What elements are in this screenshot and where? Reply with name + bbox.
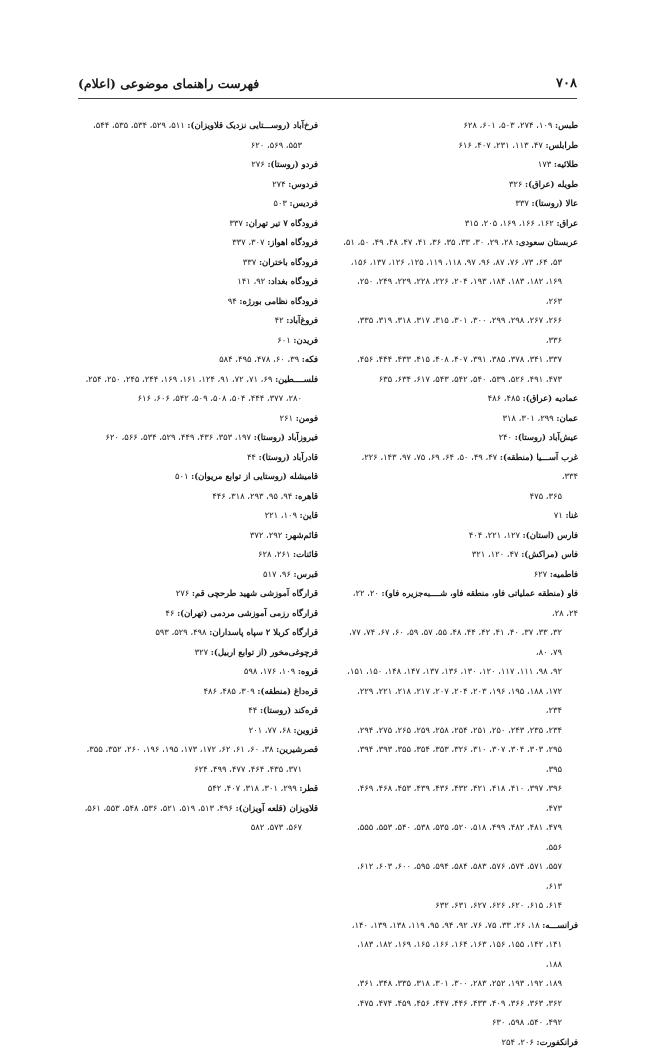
page-references: ۷۱ — [554, 510, 566, 520]
index-entry-continuation: ۲۶۶، ۲۶۷، ۲۹۸، ۲۹۹، ۳۰۰، ۳۰۱، ۳۱۵، ۳۱۷، ۳۱۸، ۳۱۹، ۳۳۵، ۳۳۶، — [343, 311, 578, 350]
index-entry — [343, 389, 578, 409]
index-term: فرودگاه ۷ تیر تهران: — [246, 218, 318, 228]
index-entry — [78, 370, 318, 390]
index-entry — [78, 350, 318, 370]
index-term: قرارگاه آموزشی شهید طرحچی قم: — [192, 588, 318, 598]
index-entry-continuation: ۹۲، ۹۸، ۱۱۱، ۱۱۷، ۱۲۰، ۱۳۰، ۱۳۶، ۱۳۷، ۱۴۷، ۱۴۸، ۱۵۰، ۱۵۱، — [343, 662, 578, 682]
index-entry-continuation: ۱۶۹، ۱۸۲، ۱۸۳، ۱۸۴، ۱۹۳، ۲۰۴، ۲۲۶، ۲۲۸، ۲۲۹، ۲۴۹، ۲۵۰، ۲۶۳، — [343, 272, 578, 311]
index-entry — [78, 740, 318, 760]
page-references: ۳۹، ۶۰، ۴۷۸، ۴۹۵، ۵۸۴ — [219, 354, 302, 364]
page-references: ۳۰۷، ۳۳۷ — [232, 237, 267, 247]
index-term: قلاویزان (قلعه آویزان): — [236, 803, 318, 813]
index-term: قره‌داغ (منطقه): — [257, 686, 318, 696]
page-references: ۱۷۳ — [538, 159, 554, 169]
running-title: فهرست راهنمای موضوعی (اعلام) — [78, 76, 259, 91]
page-references: ۲۹۲، ۳۷۲ — [250, 530, 285, 540]
index-entry-continuation: ۵۵۷، ۵۷۱، ۵۷۴، ۵۷۶، ۵۸۳، ۵۸۴، ۵۹۴، ۵۹۵، ۶۰۰، ۶۰۳، ۶۱۲، ۶۱۳، — [343, 857, 578, 896]
index-term: فرانکفورت: — [537, 1037, 579, 1047]
index-entry-continuation: ۶۱۴، ۶۱۵، ۶۲۰، ۶۲۶، ۶۲۷، ۶۳۱، ۶۳۲ — [343, 896, 578, 916]
page-references: ۴۶ — [165, 608, 177, 618]
index-entry-continuation: ۵۵۳، ۵۶۹، ۶۲۰ — [78, 136, 318, 156]
index-term: فرودگاه باختران: — [259, 257, 318, 267]
index-entry — [343, 916, 578, 936]
index-entry — [343, 448, 578, 487]
index-entry — [78, 643, 318, 663]
page-references: ۱۰۹، ۲۲۱ — [265, 510, 300, 520]
page-references: ۳۰۹، ۴۸۵، ۴۸۶ — [203, 686, 257, 696]
index-term: فرانســـه: — [542, 920, 578, 930]
index-entry — [78, 682, 318, 702]
index-entry — [78, 584, 318, 604]
index-entry — [78, 506, 318, 526]
index-entry — [78, 662, 318, 682]
page-references: ۴۹۶، ۵۱۳، ۵۱۹، ۵۲۱، ۵۳۶، ۵۴۸، ۵۵۳، ۵۶۱، — [85, 803, 236, 813]
page-references: ۴۲ — [275, 315, 287, 325]
page-references: ۲۴۰ — [499, 432, 515, 442]
page-references: ۲۸، ۲۹، ۳۰، ۳۳، ۳۵، ۳۶، ۴۱، ۴۷، ۴۸، ۴۹، ۵۰، ۵۱، — [343, 237, 516, 247]
index-entry-continuation: ۴۷۹، ۴۸۱، ۴۸۲، ۴۹۹، ۵۱۸، ۵۲۰، ۵۳۵، ۵۳۸، ۵۴۰، ۵۵۳، ۵۵۵، ۵۵۶، — [343, 818, 578, 857]
index-term: فومن: — [296, 413, 318, 423]
index-term: قره‌کند (روستا): — [260, 705, 318, 715]
index-term: قادرآباد (روستا): — [259, 452, 318, 462]
index-term: قرارگاه رزمی آموزشی مردمی (تهران): — [177, 608, 318, 618]
index-term: عربستان سعودی: — [516, 237, 578, 247]
page-references: ۲۰۶، ۲۵۴ — [501, 1037, 536, 1047]
index-entry — [78, 487, 318, 507]
index-term: فرودگاه نظامی بورژه: — [239, 296, 318, 306]
index-term: قاهره: — [295, 491, 318, 501]
page-references: ۴۷، ۱۲۰، ۳۲۱ — [472, 549, 521, 559]
index-term: عمان: — [556, 413, 578, 423]
index-entry — [78, 233, 318, 253]
index-term: قامیشله (روستایی از توابع مریوان): — [191, 471, 318, 481]
page-references: ۶۹، ۷۱، ۷۲، ۹۱، ۱۲۴، ۱۶۱، ۱۶۹، ۲۴۴، ۲۴۵، ۲۵۰، ۲۵۴، — [85, 374, 275, 384]
page-references: ۳۳۷ — [515, 198, 531, 208]
index-column-right — [343, 116, 578, 1052]
page-references: ۶۸، ۷۷، ۲۰۱ — [249, 725, 294, 735]
index-entry — [78, 292, 318, 312]
index-entry-continuation: ۱۷۲، ۱۸۸، ۱۹۵، ۱۹۶، ۲۰۳، ۲۰۴، ۲۰۷، ۲۱۷، ۲۱۸، ۲۲۱، ۲۲۹، ۲۳۴، — [343, 682, 578, 721]
index-entry-continuation: ۵۳، ۶۴، ۷۳، ۷۶، ۸۷، ۹۶، ۹۷، ۱۱۸، ۱۱۹، ۱۲۵، ۱۲۶، ۱۳۷، ۱۵۶، — [343, 253, 578, 273]
header-divider — [78, 98, 577, 99]
index-term: فکه: — [302, 354, 318, 364]
index-entry — [78, 701, 318, 721]
index-term: قبرس: — [294, 569, 318, 579]
index-entry — [343, 233, 578, 253]
index-entry — [78, 272, 318, 292]
index-entry — [78, 799, 318, 819]
index-term: قاین: — [300, 510, 318, 520]
index-term: عمادیه (عراق): — [523, 393, 578, 403]
page-references: ۶۲۷ — [534, 569, 550, 579]
page-references: ۴۸۵، ۴۸۶ — [488, 393, 523, 403]
index-entry-continuation: ۵۶۷، ۵۷۳، ۵۸۲ — [78, 818, 318, 838]
index-entry — [343, 136, 578, 156]
index-entry — [343, 565, 578, 585]
page-references: ۱۰۹، ۱۷۶، ۵۹۸ — [244, 666, 298, 676]
page-header — [78, 72, 577, 98]
page-references: ۹۶، ۵۱۷ — [263, 569, 294, 579]
index-column-left — [78, 116, 318, 838]
page-references: ۱۶۲، ۱۶۶، ۱۶۹، ۲۰۵، ۳۱۵ — [465, 218, 557, 228]
page-references: ۳۸، ۶۰، ۶۱، ۶۲، ۱۷۲، ۱۷۳، ۱۹۵، ۱۹۶، ۲۶۰، ۳۵۲، ۳۵۵، — [87, 744, 277, 754]
page-references: ۵۰۳ — [273, 198, 289, 208]
index-entry — [343, 526, 578, 546]
index-term: طویله (عراق): — [525, 179, 578, 189]
page-references: ۲۶۱ — [280, 413, 296, 423]
page-references: ۴۴ — [248, 705, 260, 715]
page-references: ۱۸، ۲۶، ۳۳، ۷۵، ۷۶، ۹۲، ۹۴، ۹۵، ۱۱۹، ۱۳۸، ۱۳۹، ۱۴۰، — [352, 920, 543, 930]
page-references: ۱۹۷، ۳۵۳، ۴۳۶، ۴۴۹، ۵۲۹، ۵۳۴، ۵۶۶، ۶۲۰ — [105, 432, 253, 442]
index-entry — [78, 467, 318, 487]
index-entry — [343, 1033, 578, 1052]
index-entry — [343, 194, 578, 214]
index-entry-continuation: ۱۸۹، ۱۹۲، ۱۹۳، ۲۵۲، ۲۸۳، ۳۰۰، ۳۰۱، ۳۱۸، ۳۳۵، ۳۴۸، ۳۶۱، — [343, 974, 578, 994]
index-term: طرابلس: — [546, 140, 579, 150]
page-references: ۲۹۹، ۳۰۱، ۳۱۸، ۴۰۷، ۵۴۲ — [208, 783, 300, 793]
index-term: فردو (روستا): — [267, 159, 318, 169]
index-entry — [78, 409, 318, 429]
page-references: ۲۷۴ — [272, 179, 288, 189]
index-entry — [343, 155, 578, 175]
page-references: ۱۲۷، ۲۲۱، ۴۰۴ — [469, 530, 523, 540]
page-references: ۹۴ — [228, 296, 240, 306]
index-entry-continuation: ۳۹۶، ۳۹۷، ۴۱۰، ۴۱۸، ۴۲۱، ۴۳۲، ۴۳۶، ۴۳۹، ۴۵۳، ۴۶۸، ۴۶۹، ۴۷۳، — [343, 779, 578, 818]
index-term: قرچوغی‌مخور (از توابع اربیل): — [211, 647, 318, 657]
index-term: قائم‌شهر: — [285, 530, 318, 540]
index-entry — [78, 721, 318, 741]
index-entry — [78, 331, 318, 351]
index-term: فریدن: — [293, 335, 318, 345]
index-term: فاس (مراکش): — [521, 549, 578, 559]
index-entry — [78, 448, 318, 468]
index-term: قطر: — [299, 783, 318, 793]
index-entry — [78, 526, 318, 546]
page-references: ۴۷، ۴۹، ۵۰، ۶۴، ۶۹، ۷۵، ۹۷، ۱۴۳، ۲۲۶، ۳۳۴، — [361, 452, 578, 482]
page-references: ۲۶۱، ۶۲۸ — [258, 549, 293, 559]
index-term: قرارگاه کربلا ۲ سپاه پاسداران: — [209, 627, 318, 637]
index-entry — [343, 545, 578, 565]
index-entry — [78, 155, 318, 175]
index-entry — [78, 116, 318, 136]
index-term: عالا (روستا): — [532, 198, 578, 208]
index-entry — [343, 506, 578, 526]
index-entry — [78, 779, 318, 799]
index-term: قزوین: — [294, 725, 318, 735]
index-entry-continuation: ۲۳۴، ۲۳۵، ۲۴۳، ۲۵۰، ۲۵۱، ۲۵۴، ۲۵۸، ۲۵۹، ۲۶۵، ۲۷۵، ۲۹۴، — [343, 721, 578, 741]
page-references: ۵۱۱، ۵۲۹، ۵۳۴، ۵۳۵، ۵۴۴، — [93, 120, 187, 130]
index-entry — [343, 116, 578, 136]
page-references: ۳۳۷ — [229, 218, 245, 228]
page-references: ۹۴، ۹۵، ۲۹۳، ۳۱۸، ۴۴۶ — [212, 491, 295, 501]
index-term: قروه: — [298, 666, 318, 676]
index-term: فیروزآباد (روستا): — [254, 432, 318, 442]
index-entry-continuation: ۲۸۰، ۳۷۷، ۴۴۴، ۵۰۴، ۵۰۸، ۵۰۹، ۵۴۲، ۶۰۶، ۶۱۶ — [78, 389, 318, 409]
index-entry-continuation: ۳۶۲، ۳۶۳، ۳۶۶، ۴۰۹، ۴۳۳، ۴۴۶، ۴۴۷، ۴۵۶، ۴۵۹، ۴۷۴، ۴۷۵، — [343, 994, 578, 1014]
index-term: فاو (منطقه عملیاتی فاو، منطقه فاو، شــــبه‌جزیره فاو): — [382, 588, 578, 598]
index-entry — [78, 175, 318, 195]
index-entry-continuation: ۴۷۳، ۴۹۱، ۵۲۶، ۵۳۹، ۵۴۰، ۵۴۲، ۵۴۳، ۶۱۷، ۶۳۴، ۶۳۵ — [343, 370, 578, 390]
page-references: ۲۷۶ — [251, 159, 267, 169]
page-references: ۴۴ — [247, 452, 259, 462]
index-entry — [343, 584, 578, 623]
index-term: عراق: — [556, 218, 578, 228]
index-entry — [78, 623, 318, 643]
index-term: فردیس: — [290, 198, 318, 208]
index-entry-continuation: ۳۷۱، ۴۳۵، ۴۶۴، ۴۷۷، ۴۹۹، ۶۲۴ — [78, 760, 318, 780]
index-entry-continuation: ۲۹۵، ۳۰۳، ۳۰۴، ۳۰۷، ۳۱۰، ۳۲۶، ۳۵۳، ۳۵۴، ۳۵۵، ۳۹۳، ۳۹۴، ۳۹۵، — [343, 740, 578, 779]
index-entry — [343, 428, 578, 448]
page-references: ۱۰۹، ۲۷۴، ۵۰۳، ۶۰۱، ۶۲۸ — [463, 120, 555, 130]
index-entry — [78, 565, 318, 585]
page-references: ۲۷۶ — [176, 588, 192, 598]
index-term: طلائیه: — [554, 159, 578, 169]
index-term: غرب آســـیا (منطقه): — [500, 452, 578, 462]
index-term: قائنات: — [293, 549, 318, 559]
index-term: غنا: — [565, 510, 578, 520]
page-references: ۲۰، ۲۲، ۲۴، ۲۸، — [353, 588, 578, 618]
index-entry — [343, 409, 578, 429]
index-entry — [78, 194, 318, 214]
index-term: فرودگاه اهواز: — [267, 237, 318, 247]
index-entry-continuation: ۳۶۵، ۴۷۵ — [343, 487, 578, 507]
index-term: فردوس: — [288, 179, 318, 189]
page-references: ۲۹۹، ۳۰۱، ۳۱۸ — [502, 413, 556, 423]
index-term: فرودگاه بغداد: — [268, 276, 318, 286]
index-term: فلســــطین: — [275, 374, 318, 384]
index-entry — [78, 428, 318, 448]
page-references: ۴۹۸، ۵۲۹، ۵۹۳ — [155, 627, 209, 637]
index-entry — [343, 175, 578, 195]
index-entry — [78, 214, 318, 234]
page-references: ۵۰۱ — [175, 471, 191, 481]
index-entry — [78, 253, 318, 273]
index-entry-continuation: ۳۳۷، ۳۴۱، ۳۷۸، ۳۸۵، ۳۹۱، ۴۰۷، ۴۰۸، ۴۱۵، ۴۳۳، ۴۴۴، ۴۵۶، — [343, 350, 578, 370]
index-term: فاطمیه: — [550, 569, 578, 579]
index-term: طبس: — [555, 120, 578, 130]
index-term: قصرشیرین: — [276, 744, 318, 754]
page-references: ۳۲۶ — [509, 179, 525, 189]
index-entry-continuation: ۳۲، ۳۳، ۳۷، ۴۰، ۴۱، ۴۲، ۴۴، ۴۸، ۵۵، ۵۷، ۵۹، ۶۰، ۶۷، ۷۴، ۷۷، ۷۹، ۸۰، — [343, 623, 578, 662]
page-references: ۴۷، ۱۱۳، ۲۳۱، ۴۰۷، ۶۱۶ — [458, 140, 545, 150]
index-entry — [78, 545, 318, 565]
index-entry — [78, 604, 318, 624]
page-references: ۳۲۷ — [195, 647, 211, 657]
index-entry — [78, 311, 318, 331]
index-term: عیش‌آباد (روستا): — [515, 432, 578, 442]
page-references: ۶۰۱ — [277, 335, 293, 345]
index-entry-continuation: ۱۴۱، ۱۴۲، ۱۵۵، ۱۵۶، ۱۶۳، ۱۶۴، ۱۶۶، ۱۶۵، ۱۶۹، ۱۸۲، ۱۸۳، ۱۸۸، — [343, 935, 578, 974]
page-references: ۳۳۷ — [243, 257, 259, 267]
index-term: فارس (استان): — [523, 530, 578, 540]
index-entry-continuation: ۴۹۲، ۵۴۰، ۵۹۸، ۶۳۰ — [343, 1013, 578, 1033]
page-references: ۹۲، ۱۴۱ — [237, 276, 268, 286]
index-term: فرخ‌آباد (روســـتایی نزدیک قلاویزان): — [187, 120, 318, 130]
index-term: فروغ‌آباد: — [286, 315, 318, 325]
index-entry — [343, 214, 578, 234]
page-number: ۷۰۸ — [556, 76, 577, 91]
